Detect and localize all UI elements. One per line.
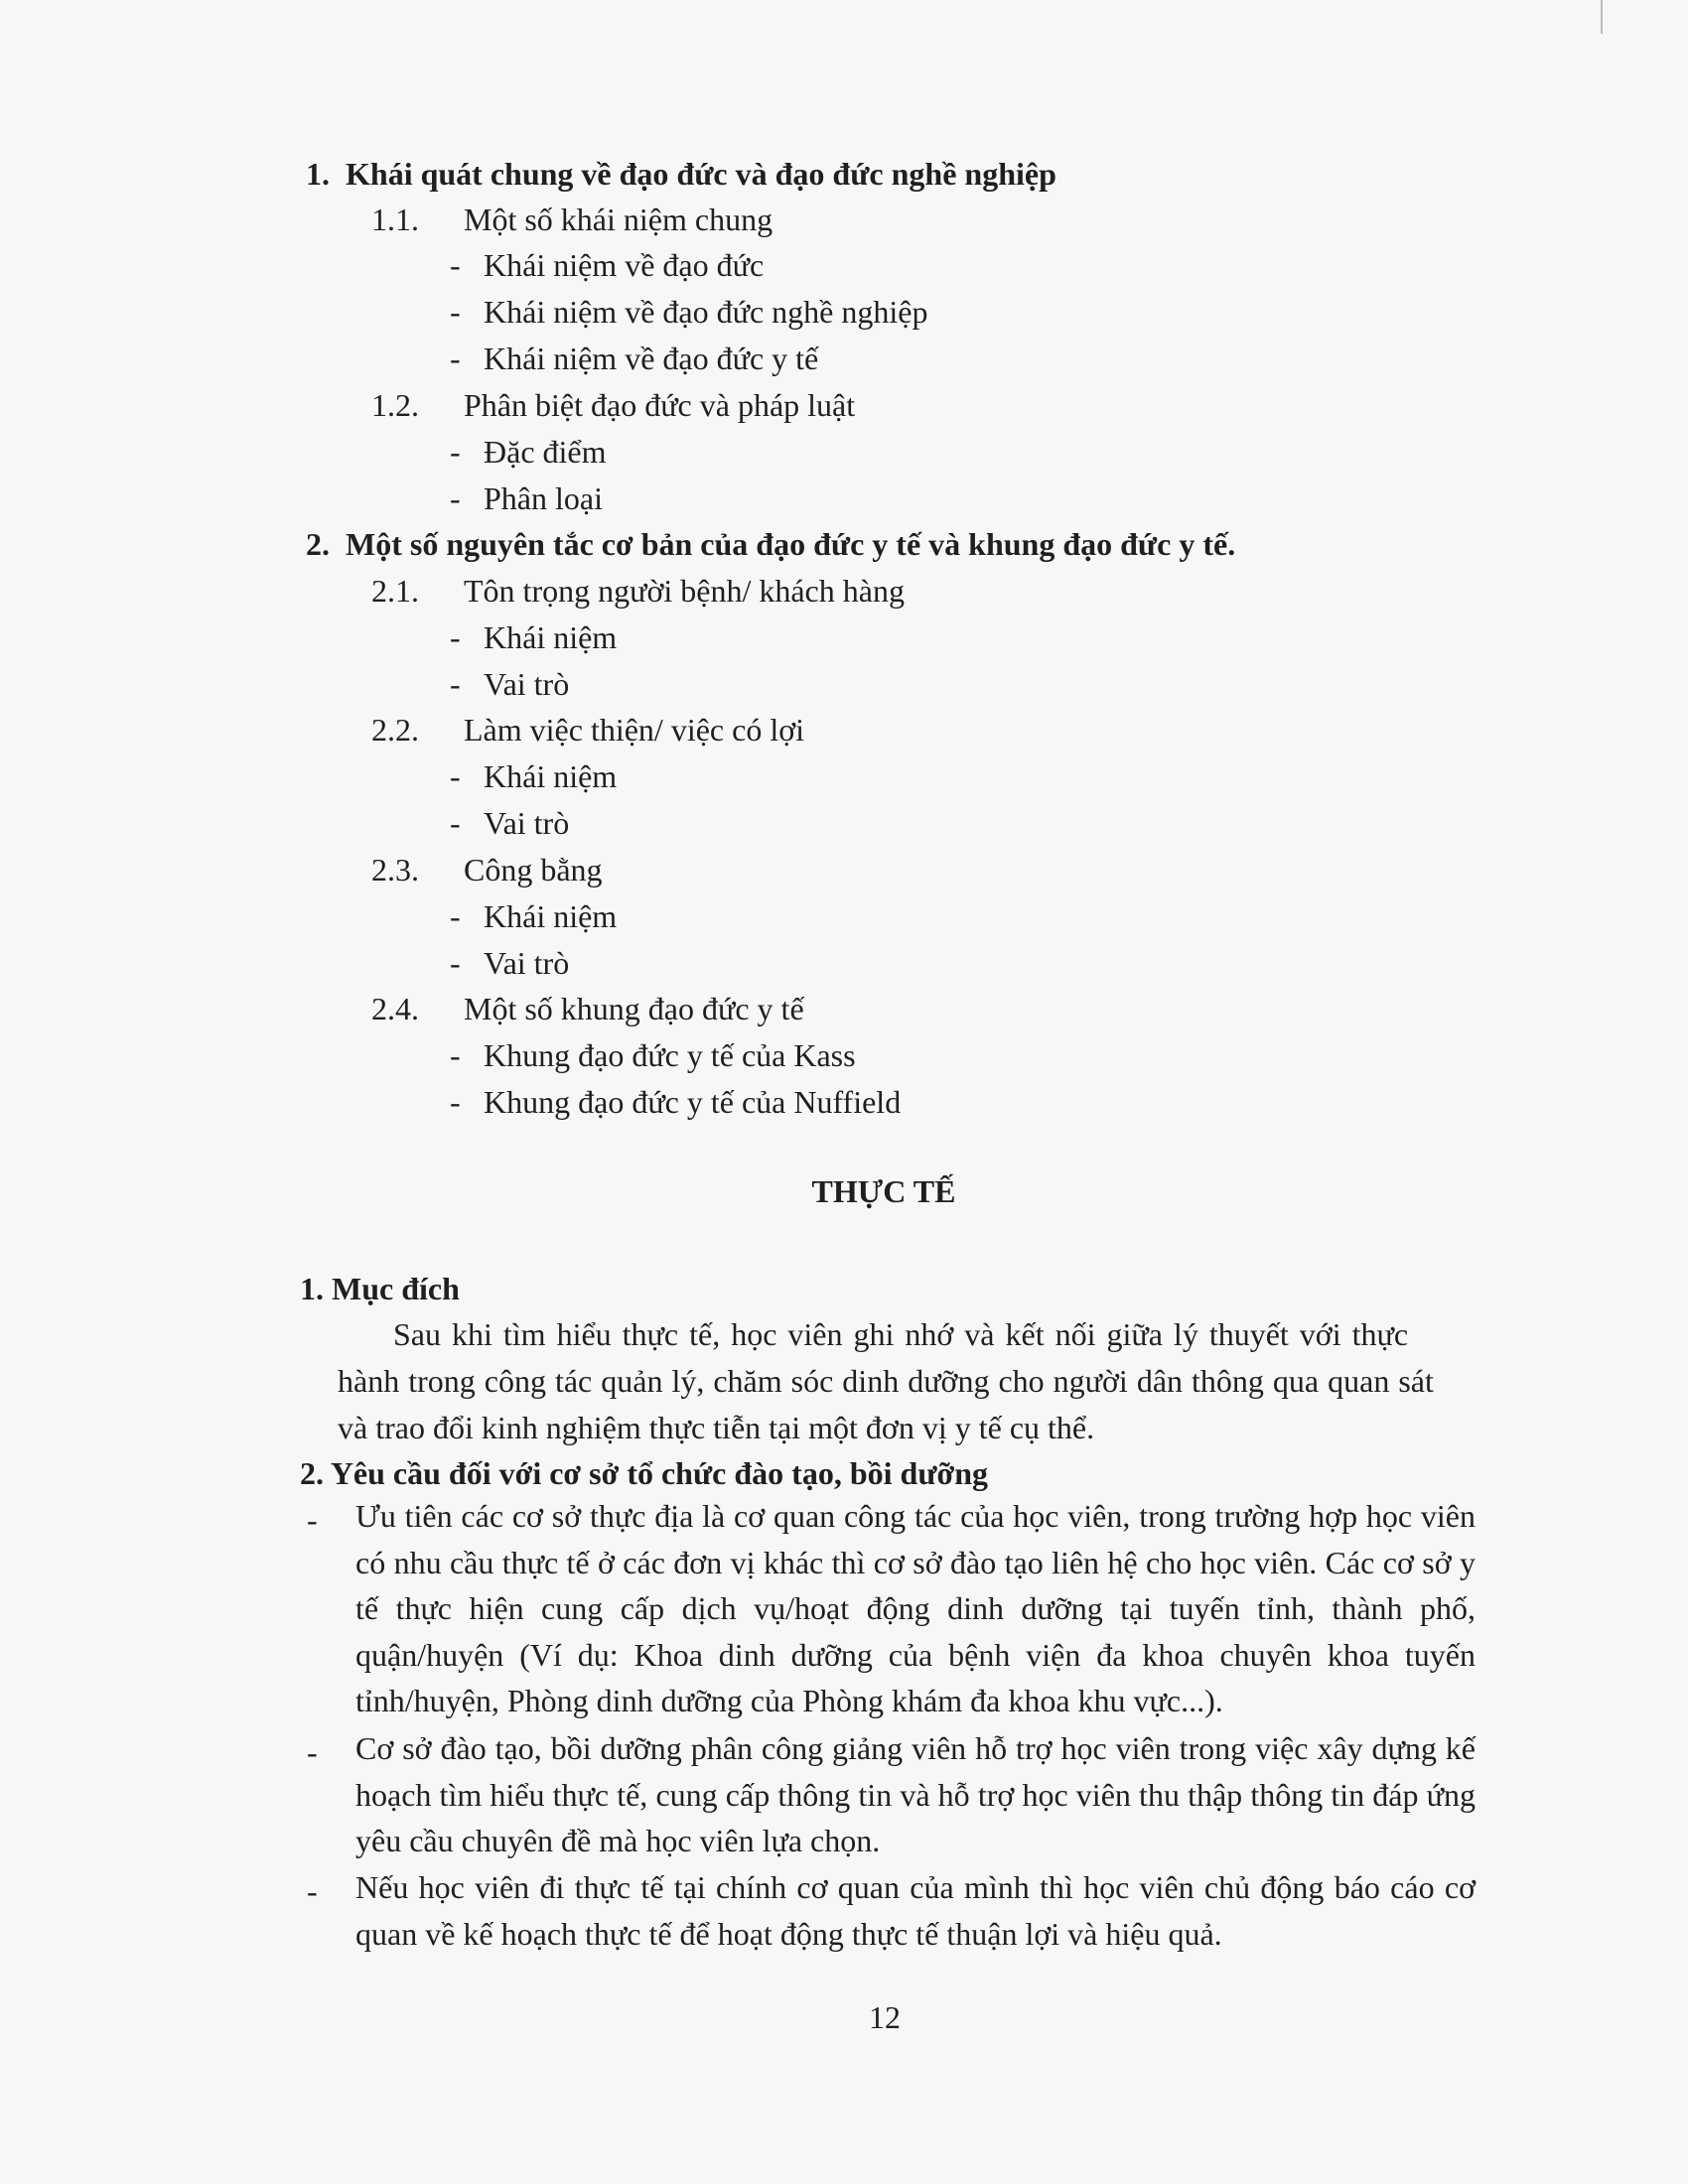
bullet-dash: -: [450, 619, 461, 655]
bullet-dash: -: [450, 1037, 461, 1073]
section-1-2-title: Phân biệt đạo đức và pháp luật: [464, 387, 856, 423]
list-item: Đặc điểm: [484, 434, 607, 470]
list-item: Khái niệm về đạo đức nghề nghiệp: [484, 294, 928, 330]
muc-dich-line: và trao đổi kinh nghiệm thực tiễn tại một đơn vị y tế cụ thể.: [338, 1410, 1095, 1445]
section-2-3-title: Công bằng: [464, 852, 603, 887]
section-1-1-number: 1.1.: [371, 202, 419, 237]
bullet-dash: -: [450, 294, 461, 330]
bullet-dash: -: [450, 247, 461, 283]
section-2-4-number: 2.4.: [371, 991, 419, 1026]
page-number: 12: [869, 1999, 901, 2035]
list-item: Khái niệm về đạo đức y tế: [484, 341, 819, 376]
section-1-title: Khái quát chung về đạo đức và đạo đức nghề nghiệp: [346, 156, 1056, 192]
muc-dich-heading: 1. Mục đích: [300, 1271, 460, 1306]
section-2-2-number: 2.2.: [371, 712, 419, 748]
bullet-dash: -: [450, 341, 461, 376]
section-2-2-title: Làm việc thiện/ việc có lợi: [464, 712, 805, 748]
section-2-number: 2.: [306, 526, 330, 562]
list-item: Khung đạo đức y tế của Nuffield: [484, 1084, 902, 1120]
bullet-dash: -: [450, 945, 461, 981]
list-item: Khái niệm: [484, 758, 618, 794]
section-1-1-title: Một số khái niệm chung: [464, 202, 774, 237]
list-item: Khung đạo đức y tế của Kass: [484, 1037, 856, 1073]
bullet-dash: -: [450, 805, 461, 841]
list-item: Vai trò: [484, 666, 570, 702]
thuc-te-heading: THỰC TẾ: [811, 1173, 956, 1209]
bullet-dash: -: [450, 898, 461, 934]
bullet-dash: -: [450, 666, 461, 702]
section-2-title: Một số nguyên tắc cơ bản của đạo đức y tế và khung đạo đức y tế.: [346, 526, 1236, 562]
yeu-cau-item: Ưu tiên các cơ sở thực địa là cơ quan công tác của học viên, trong trường hợp học viên có nhu cầu thực tế ở các đơn vị khác thì cơ sở đào tạo liên hệ cho học viên. Các cơ sở y tế thực hiện cung cấp dịch vụ/hoạt động dinh dưỡng tại tuyến tỉnh, thành phố, quận/huyện (Ví dụ: Khoa dinh dưỡng của bệnh viện đa khoa chuyên khoa tuyến tỉnh/huyện, Phòng dinh dưỡng của Phòng khám đa khoa khu vực...).: [355, 1498, 1476, 1718]
yeu-cau-item: Cơ sở đào tạo, bồi dưỡng phân công giảng viên hỗ trợ học viên trong việc xây dựng kế hoạch tìm hiểu thực tế, cung cấp thông tin và hỗ trợ học viên thu thập thông tin đáp ứng yêu cầu chuyên đề mà học viên lựa chọn.: [355, 1730, 1476, 1858]
bullet-dash: -: [450, 1084, 461, 1120]
list-item: Khái niệm: [484, 619, 618, 655]
list-item: Vai trò: [484, 945, 570, 981]
yeu-cau-heading: 2. Yêu cầu đối với cơ sở tổ chức đào tạo, bồi dưỡng: [300, 1455, 989, 1491]
bullet-dash: -: [450, 480, 461, 516]
section-2-1-title: Tôn trọng người bệnh/ khách hàng: [464, 573, 905, 609]
list-item: Khái niệm: [484, 898, 618, 934]
section-1-number: 1.: [306, 156, 330, 192]
section-2-1-number: 2.1.: [371, 573, 419, 609]
muc-dich-line: Sau khi tìm hiểu thực tế, học viên ghi nhớ và kết nối giữa lý thuyết với thực: [393, 1316, 1409, 1352]
section-2-3-number: 2.3.: [371, 852, 419, 887]
bullet-dash: -: [450, 758, 461, 794]
bullet-dash: -: [307, 1873, 318, 1909]
list-item: Phân loại: [484, 480, 603, 516]
bullet-dash: -: [307, 1734, 318, 1770]
yeu-cau-item: Nếu học viên đi thực tế tại chính cơ quan của mình thì học viên chủ động báo cáo cơ quan về kế hoạch thực tế để hoạt động thực tế thuận lợi và hiệu quả.: [355, 1869, 1476, 1952]
bullet-dash: -: [450, 434, 461, 470]
section-1-2-number: 1.2.: [371, 387, 419, 423]
section-2-4-title: Một số khung đạo đức y tế: [464, 991, 804, 1026]
section-1-heading: [306, 154, 1056, 194]
scan-edge-line: [1601, 0, 1603, 34]
muc-dich-line: hành trong công tác quản lý, chăm sóc dinh dưỡng cho người dân thông qua quan sát: [338, 1363, 1434, 1399]
list-item: Khái niệm về đạo đức: [484, 247, 765, 283]
section-2-heading: [306, 524, 1235, 564]
list-item: Vai trò: [484, 805, 570, 841]
bullet-dash: -: [307, 1502, 318, 1538]
